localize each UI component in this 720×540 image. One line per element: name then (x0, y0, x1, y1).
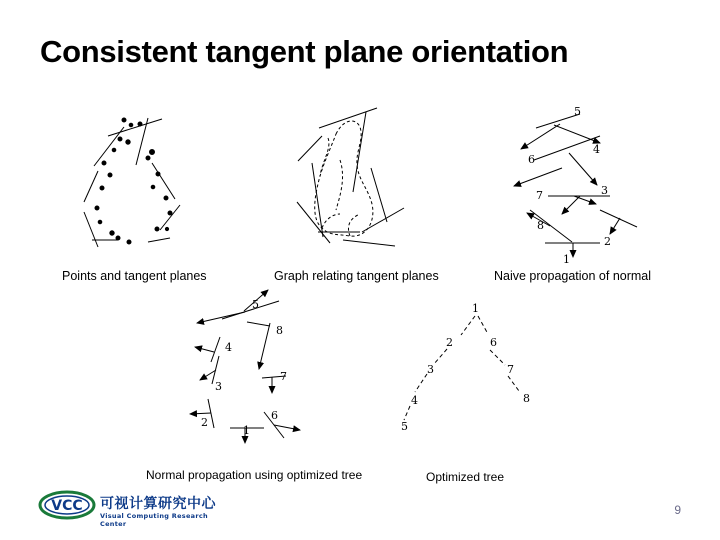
naive-panel (514, 114, 637, 257)
naive-label: 4 (593, 143, 600, 156)
naive-label: 6 (528, 153, 535, 166)
logo-chinese-name: 可视计算研究中心 (100, 496, 216, 512)
optimized-label: 4 (411, 394, 418, 407)
naive-label: 1 (563, 253, 570, 266)
vcc-logo (38, 490, 218, 526)
normal-tree-label: 2 (201, 416, 208, 429)
optimized-label: 6 (490, 336, 497, 349)
naive-label: 5 (574, 105, 581, 118)
caption-graph: Graph relating tangent planes (274, 269, 439, 283)
optimized-label: 8 (523, 392, 530, 405)
optimized-label: 3 (427, 363, 434, 376)
logo-english-name: Visual Computing Research Center (100, 512, 208, 528)
vcc-logo-text: VCC (51, 498, 83, 514)
naive-label: 8 (537, 219, 544, 232)
caption-normal-tree: Normal propagation using optimized tree (146, 468, 363, 482)
optimized-tree-panel (404, 316, 519, 420)
naive-label: 3 (601, 184, 608, 197)
normal-tree-label: 4 (225, 341, 232, 354)
normal-tree-label: 6 (271, 409, 278, 422)
normal-tree-label: 8 (276, 324, 283, 337)
normal-tree-label: 5 (252, 298, 259, 311)
optimized-label: 7 (507, 363, 514, 376)
optimized-tree-labels (401, 302, 530, 433)
naive-label: 7 (536, 189, 543, 202)
slide-title: Consistent tangent plane orientation (40, 34, 569, 69)
optimized-label: 2 (446, 336, 453, 349)
caption-naive: Naive propagation of normal (494, 269, 652, 283)
caption-optimized: Optimized tree (426, 470, 505, 484)
normal-tree-label: 3 (215, 380, 222, 393)
naive-label: 2 (604, 235, 611, 248)
normal-tree-label: 7 (280, 370, 287, 383)
caption-points: Points and tangent planes (62, 269, 207, 283)
optimized-label: 1 (472, 302, 479, 315)
graph-panel (297, 108, 404, 246)
optimized-label: 5 (401, 420, 408, 433)
vcc-logo-mark (38, 490, 96, 520)
points-panel (84, 118, 180, 247)
normal-tree-label: 1 (243, 424, 250, 437)
naive-labels (528, 105, 611, 266)
page-number: 9 (674, 503, 681, 517)
